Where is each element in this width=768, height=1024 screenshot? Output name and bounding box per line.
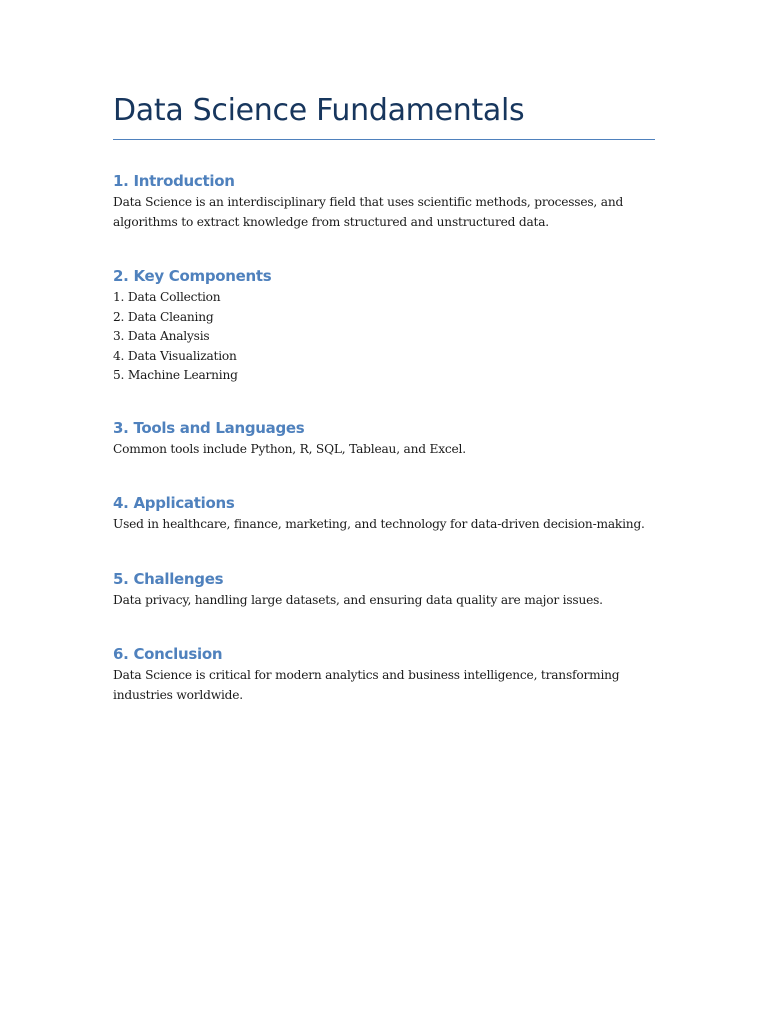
document-title: Data Science Fundamentals	[113, 93, 525, 128]
section-heading: 2. Key Components	[113, 267, 272, 285]
section-applications	[113, 493, 655, 535]
section-tools-languages	[113, 418, 655, 460]
list-item: 2. Data Cleaning	[113, 309, 214, 324]
section-paragraph: Common tools include Python, R, SQL, Tableau, and Excel.	[113, 442, 466, 456]
title-underline	[113, 139, 655, 140]
list-item: 5. Machine Learning	[113, 368, 238, 382]
section-heading: 5. Challenges	[113, 570, 224, 588]
section-paragraph: Data privacy, handling large datasets, and ensuring data quality are major issues.	[113, 593, 603, 607]
components-list	[113, 288, 655, 386]
section-conclusion	[113, 644, 655, 705]
list-item: 1. Data Collection	[113, 290, 221, 304]
section-heading: 6. Conclusion	[113, 645, 223, 663]
section-challenges	[113, 569, 655, 611]
section-paragraph: Data Science is critical for modern analytics and business intelligence, transforming industries worldwide.	[113, 668, 620, 702]
list-item: 4. Data Visualization	[113, 348, 237, 363]
section-heading: 1. Introduction	[113, 172, 235, 190]
section-paragraph: Data Science is an interdisciplinary field that uses scientific methods, processes, and algorithms to extract knowledge from structured and unstructured data.	[113, 195, 624, 229]
section-key-components	[113, 266, 655, 386]
section-heading: 3. Tools and Languages	[113, 419, 305, 437]
section-introduction	[113, 171, 655, 232]
section-paragraph: Used in healthcare, finance, marketing, and technology for data-driven decision-making.	[113, 517, 645, 531]
section-heading: 4. Applications	[113, 494, 235, 512]
list-item: 3. Data Analysis	[113, 329, 210, 343]
